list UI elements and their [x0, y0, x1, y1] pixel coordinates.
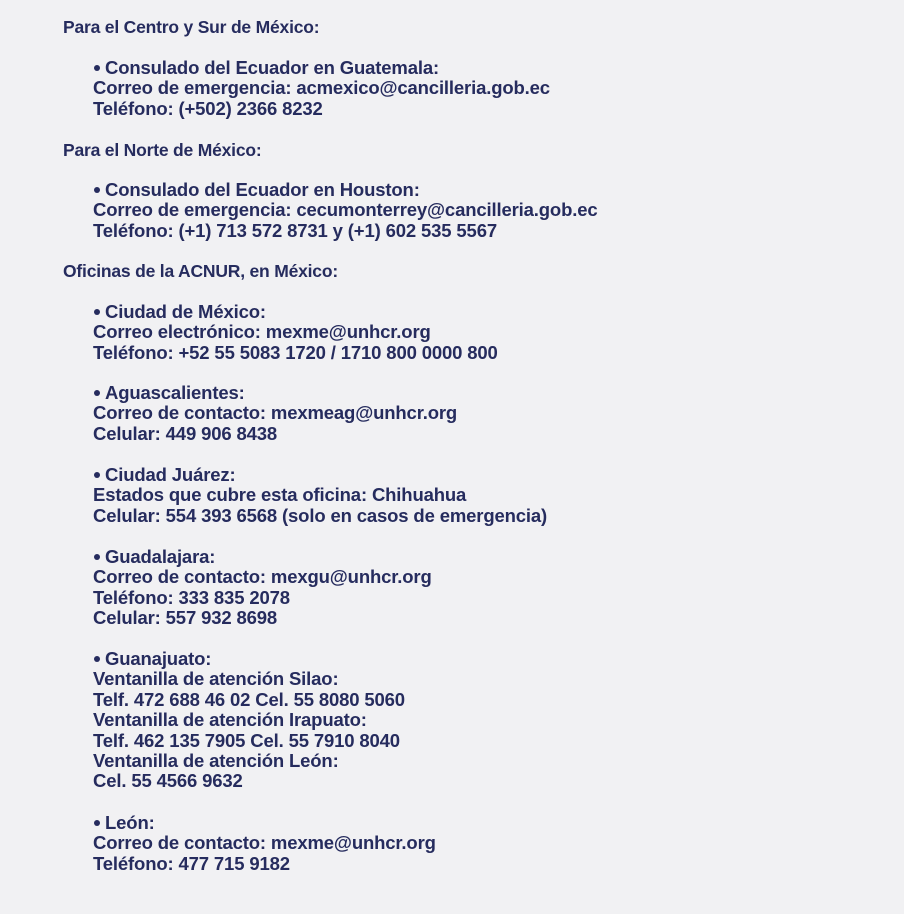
- entry-aguascalientes: [93, 383, 457, 444]
- entry-phone: Teléfono: (+1) 713 572 8731 y (+1) 602 535 5567: [93, 219, 497, 241]
- entry-email: Correo de emergencia: cecumonterrey@cancilleria.gob.ec: [93, 199, 598, 221]
- entry-phone: Teléfono: 477 715 9182: [93, 852, 290, 874]
- entry-leon: [93, 813, 436, 874]
- entry-coverage: Estados que cubre esta oficina: Chihuahua: [93, 484, 467, 506]
- entry-consulado-guatemala: [93, 58, 550, 119]
- entry-title-row: [93, 547, 432, 567]
- section-heading-norte: Para el Norte de México:: [63, 140, 262, 160]
- entry-title: Guanajuato:: [105, 648, 212, 669]
- entry-phone-leon: Cel. 55 4566 9632: [93, 770, 243, 792]
- entry-email: Correo de contacto: mexgu@unhcr.org: [93, 566, 432, 588]
- entry-phone: Teléfono: 333 835 2078: [93, 586, 290, 608]
- entry-title: Consulado del Ecuador en Guatemala:: [105, 57, 439, 78]
- bullet-icon: [94, 65, 100, 71]
- entry-phone-irapuato: Telf. 462 135 7905 Cel. 55 7910 8040: [93, 729, 400, 751]
- entry-ciudad-de-mexico: [93, 302, 498, 363]
- entry-title-row: [93, 649, 405, 669]
- entry-title-row: [93, 813, 436, 833]
- entry-title-row: [93, 180, 598, 200]
- entry-email: Correo de contacto: mexme@unhcr.org: [93, 832, 436, 854]
- entry-title-row: [93, 383, 457, 403]
- entry-window-leon: Ventanilla de atención León:: [93, 750, 339, 772]
- bullet-icon: [94, 472, 100, 478]
- entry-guanajuato: [93, 649, 405, 792]
- entry-title: Ciudad de México:: [105, 301, 266, 322]
- entry-phone-silao: Telf. 472 688 46 02 Cel. 55 8080 5060: [93, 688, 405, 710]
- entry-window-irapuato: Ventanilla de atención Irapuato:: [93, 709, 367, 731]
- entry-email: Correo electrónico: mexme@unhcr.org: [93, 321, 431, 343]
- bullet-icon: [94, 820, 100, 826]
- entry-consulado-houston: [93, 180, 598, 241]
- entry-title: León:: [105, 812, 155, 833]
- section-heading-centro-sur: Para el Centro y Sur de México:: [63, 17, 320, 37]
- bullet-icon: [94, 309, 100, 315]
- entry-title: Guadalajara:: [105, 546, 216, 567]
- bullet-icon: [94, 390, 100, 396]
- bullet-icon: [94, 656, 100, 662]
- entry-ciudad-juarez: [93, 465, 547, 526]
- entry-email: Correo de emergencia: acmexico@cancilleria.gob.ec: [93, 77, 550, 99]
- entry-title-row: [93, 465, 547, 485]
- section-heading-acnur: Oficinas de la ACNUR, en México:: [63, 261, 338, 281]
- entry-phone: Celular: 449 906 8438: [93, 422, 278, 444]
- entry-title-row: [93, 58, 550, 78]
- bullet-icon: [94, 554, 100, 560]
- entry-phone: Celular: 554 393 6568 (solo en casos de emergencia): [93, 504, 548, 526]
- entry-phone: Teléfono: (+502) 2366 8232: [93, 97, 323, 119]
- entry-cellphone: Celular: 557 932 8698: [93, 607, 278, 629]
- entry-guadalajara: [93, 547, 432, 629]
- entry-title-row: [93, 302, 498, 322]
- entry-phone: Teléfono: +52 55 5083 1720 / 1710 800 0000 800: [93, 341, 498, 363]
- bullet-icon: [94, 187, 100, 193]
- entry-title: Aguascalientes:: [105, 382, 245, 403]
- entry-title: Ciudad Juárez:: [105, 464, 236, 485]
- entry-email: Correo de contacto: mexmeag@unhcr.org: [93, 402, 458, 424]
- entry-window-silao: Ventanilla de atención Silao:: [93, 668, 339, 690]
- entry-title: Consulado del Ecuador en Houston:: [105, 179, 420, 200]
